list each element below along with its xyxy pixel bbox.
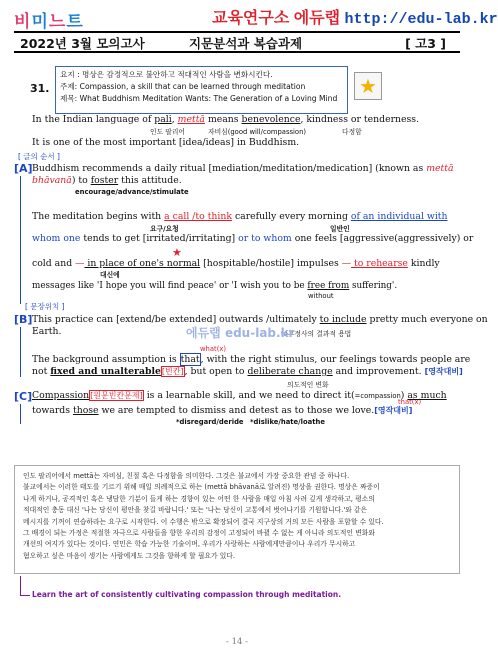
- text: tends to get [irritated/irritating]: [80, 233, 239, 244]
- word-metta: mettā: [426, 163, 454, 174]
- section-a-bar: [20, 176, 21, 304]
- text: cold and: [32, 258, 76, 269]
- text: is a learnable skill, and we need to direct it(: [143, 390, 355, 401]
- brand-header: [212, 5, 498, 28]
- text: not: [32, 366, 51, 377]
- phrase-deliberate-change: deliberate change: [247, 366, 333, 377]
- phrase-rehearse: to rehearse: [351, 258, 408, 269]
- arrow-line: [20, 576, 21, 596]
- writing-tag: [영작대비]: [374, 406, 413, 415]
- logo-char: 트: [66, 12, 84, 31]
- note-compassion: =compassion: [354, 392, 401, 400]
- grade-label: [ 고3 ]: [405, 36, 446, 51]
- watermark: 에듀랩 edu-lab.kr: [186, 326, 295, 340]
- translation-line: 개선의 여지가 있다는 것이다. 연민은 학습 가능한 기술이며, 우리가 사랑하는 사람에게만큼이나 우리가 무시하고: [23, 540, 356, 549]
- blank-tag: [빈칸]: [161, 367, 184, 376]
- translation-line: 혐오하고 싶은 마음이 생기는 사람에게도 그것을 향하게 할 필요가 있다.: [23, 551, 236, 560]
- text: , kindness or tenderness.: [300, 114, 420, 125]
- gloss-instead: 대신에: [100, 271, 120, 279]
- a-line-6: [32, 280, 397, 292]
- text: ): [400, 390, 408, 401]
- text: one feels [aggressive(aggressively) or: [291, 233, 474, 244]
- phrase-in-place: in place of one's: [84, 258, 167, 269]
- translation-line: 메시지를 기꺼이 연습하라는 요구로 시작한다. 이 수행은 밖으로 확장되어 결국 지구상의 거의 모든 사람을 포함할 수 있다.: [23, 517, 384, 526]
- a-line-1: [32, 163, 454, 175]
- c-line-2: [32, 405, 412, 417]
- text: ) to: [71, 175, 91, 186]
- phrase-individual: of an individual with: [350, 211, 448, 222]
- word-benevolence: benevolence: [241, 114, 301, 125]
- writing-tag: [영작대비]: [424, 367, 463, 376]
- translation-line: 나게 하거나, 공격적인 혹은 냉담한 기분이 들게 하는 경향이 있는 어떤 한 사람을 매일 아침 사려 깊게 생각하고, 평소의: [23, 494, 375, 503]
- gloss-without: without: [308, 292, 334, 300]
- exam-label: 2022년 3월 모의고사: [20, 36, 145, 51]
- translation-line: 적대적인 충동 대신 '나는 당신이 평안을 찾길 바랍니다.' 또는 '나는 당신이 고통에서 벗어나기를 기원합니다.'와 같은: [23, 506, 368, 515]
- word-those: those: [72, 405, 99, 416]
- phrase-or-whom: or to whom: [238, 233, 292, 244]
- gloss-what-x: what(x): [200, 345, 227, 353]
- gloss-call: 요구/요청: [150, 225, 179, 233]
- page-number: - 14 -: [226, 637, 248, 647]
- section-b-bar: [20, 327, 21, 377]
- text: ,: [171, 114, 178, 125]
- brand-name: 교육연구소 에듀랩: [212, 10, 341, 27]
- brand-url[interactable]: http://edu-lab.kr: [344, 11, 498, 28]
- gloss-dismiss: *disregard/deride: [176, 418, 244, 426]
- summary-topic: 주제: Compassion, a skill that can be learned through meditation: [60, 82, 306, 91]
- gloss-result: to부정사의 결과적 용법: [281, 330, 352, 338]
- original-blank-tag: [원문빈칸문제]: [90, 391, 143, 400]
- phrase-as-much: as much: [407, 390, 447, 401]
- gloss-benevolence: 자비심(good will/compassion): [208, 128, 307, 136]
- gloss-individual: 일반인: [330, 225, 350, 233]
- position-label: [ 문장위치 ]: [25, 302, 65, 311]
- text: kindly: [407, 258, 440, 269]
- word-foster: foster: [90, 175, 119, 186]
- text: , with the right stimulus, our feelings towards people are: [200, 354, 471, 365]
- translation-box: [14, 465, 460, 574]
- section-c-bar: [20, 404, 21, 424]
- a-line-3: [32, 211, 448, 223]
- word-compassion: Compassion: [32, 390, 90, 401]
- text: The background assumption is: [32, 354, 180, 365]
- text: suffering'.: [349, 281, 398, 291]
- bottom-note: Learn the art of consistently cultivating compassion through meditation.: [32, 590, 342, 599]
- b-line-4: [32, 366, 463, 378]
- logo-char: 느: [48, 12, 67, 31]
- a-line-5: [32, 258, 440, 270]
- summary-gist: 요지 : 명상은 감정적으로 불안하고 적대적인 사람을 변화시킨다.: [60, 70, 273, 79]
- word-metta: mettā: [177, 114, 205, 125]
- dash: —: [341, 258, 351, 269]
- text: This practice can [extend/be extended] outwards /ultimately: [32, 314, 320, 325]
- text: messages like 'I hope you will find peace' or 'I wish you to be: [32, 281, 308, 291]
- page-title: 지문분석과 복습과제: [189, 36, 303, 51]
- text: means: [204, 114, 242, 125]
- word-pali: pali: [154, 114, 172, 125]
- intro-line-1: [32, 114, 419, 126]
- a-line-2: [32, 175, 182, 187]
- title-bar: [14, 31, 460, 53]
- translation-line: 그 배경이 되는 가정은 적절한 자극으로 사람들을 향한 우리의 감정이 고정되어 바뀔 수 없는 게 아니라 의도적인 변화와: [23, 529, 375, 538]
- logo-char: 미: [31, 12, 49, 31]
- phrase-free-from: free from: [307, 281, 350, 291]
- gloss-detest: *dislike/hate/loathe: [250, 418, 325, 426]
- section-a-marker: [A]: [14, 162, 33, 175]
- word-normal: normal: [166, 258, 201, 269]
- text: In the Indian language of: [32, 114, 155, 125]
- asterisk-icon: ★: [172, 246, 182, 259]
- word-bhavana: bhāvanā: [32, 175, 72, 186]
- translation-line: 인도 팔리어에서 mettā는 자비심, 친절 혹은 다정함을 의미한다. 그것은 불교에서 가장 중요한 관념 중 하나다.: [23, 472, 350, 480]
- text: this attitude.: [118, 175, 182, 186]
- b-line-2: Earth.: [32, 326, 62, 337]
- text: and improvement.: [332, 366, 425, 377]
- text: towards: [32, 405, 73, 416]
- b-line-3: [32, 354, 470, 366]
- a-line-4: [32, 233, 473, 245]
- text: [hospitable/hostile] impulses: [200, 258, 342, 269]
- phrase-fixed: fixed and unalterable: [50, 366, 161, 377]
- gloss-that-x: that(x): [398, 398, 422, 406]
- logo-char: 비: [14, 12, 32, 31]
- star-icon: ★: [354, 72, 382, 100]
- arrow-icon: [20, 595, 30, 596]
- gloss-foster: encourage/advance/stimulate: [75, 188, 189, 196]
- gloss-pali: 인도 팔리어: [150, 128, 185, 136]
- text: , but open to: [184, 366, 248, 377]
- section-b-marker: [B]: [14, 313, 33, 326]
- summary-box: [55, 66, 348, 114]
- phrase-call: a call /to think: [164, 211, 233, 222]
- text: we are tempted to dismiss and detest as to those we love.: [98, 405, 375, 416]
- text: pretty much everyone on: [366, 314, 488, 325]
- gloss-tenderness: 다정함: [342, 128, 362, 136]
- question-number: 31.: [30, 82, 50, 95]
- phrase-whom: whom one: [32, 233, 81, 244]
- logo: [14, 7, 84, 32]
- gloss-deliberate: 의도적인 변화: [287, 381, 329, 389]
- phrase-to-include: to include: [319, 314, 367, 325]
- order-label: [ 글의 순서 ]: [18, 152, 60, 161]
- text: The meditation begins with: [32, 211, 165, 222]
- intro-line-2: It is one of the most important [idea/ideas] in Buddhism.: [32, 137, 300, 148]
- text: Buddhism recommends a daily ritual [mediation/meditation/medication] (known as: [32, 163, 427, 174]
- word-that: that: [180, 354, 200, 365]
- text: carefully every morning: [232, 211, 351, 222]
- dash: —: [75, 258, 85, 269]
- translation-line: 불교에서는 이러한 태도를 기르기 위해 매일 의례적으로 하는 (mettā bhāvanā로 알려진) 명상을 권한다. 명상은 짜증이: [23, 483, 380, 492]
- summary-title: 제목: What Buddhism Meditation Wants: The Generation of a Loving Mind: [60, 94, 338, 103]
- c-line-1: [32, 390, 447, 402]
- section-c-marker: [C]: [14, 390, 33, 403]
